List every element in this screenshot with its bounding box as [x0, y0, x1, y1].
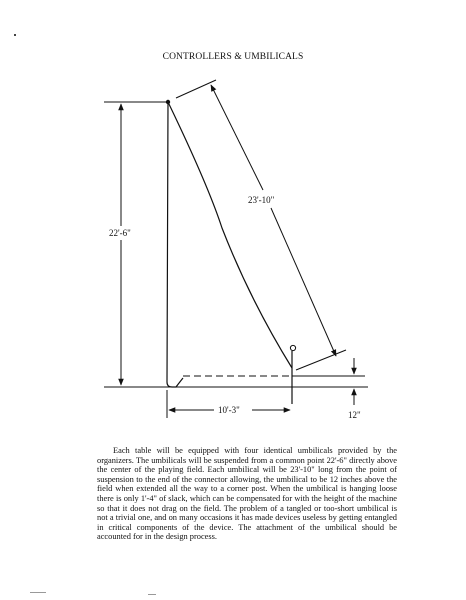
corner-distance-label: 10'-3"	[218, 405, 240, 415]
hanging-umbilical	[167, 102, 183, 387]
height-label: 22'-6"	[109, 228, 131, 238]
scan-speck	[30, 592, 46, 593]
body-paragraph: Each table will be equipped with four identical umbilicals provided by the organizers. The umbilicals will be suspended from a common point 22'-6" directly above the center of the playing field. Each umbilical will be 23'-10" long from the point of suspension to the end of the connector allowing, the umbilical to be 12 inches above the field when extended all the way to a corner post. When the umbilical is hanging loose there is only 1'-4" of slack, which can be compensated for with the height of the machine so that it does not drag on the field. The problem of a tangled or too-short umbilical is not a trivial one, and on many occasions it has made devices useless by getting entangled in critical components of the device. The attachment of the umbilical should be accounted for in the design process.	[97, 446, 397, 542]
extended-umbilical	[168, 102, 292, 368]
diagonal-dimension-line-lower	[271, 208, 336, 356]
clearance-label: 12"	[348, 410, 361, 420]
scan-speck	[14, 34, 16, 36]
diagonal-dimension-line-upper	[211, 85, 263, 190]
diagonal-extension-bottom	[296, 350, 346, 370]
connector-end	[290, 345, 295, 350]
scan-speck	[148, 594, 156, 595]
diagonal-extension-top	[176, 80, 216, 98]
umbilical-length-label: 23'-10"	[248, 195, 275, 205]
page-title: CONTROLLERS & UMBILICALS	[162, 52, 304, 62]
